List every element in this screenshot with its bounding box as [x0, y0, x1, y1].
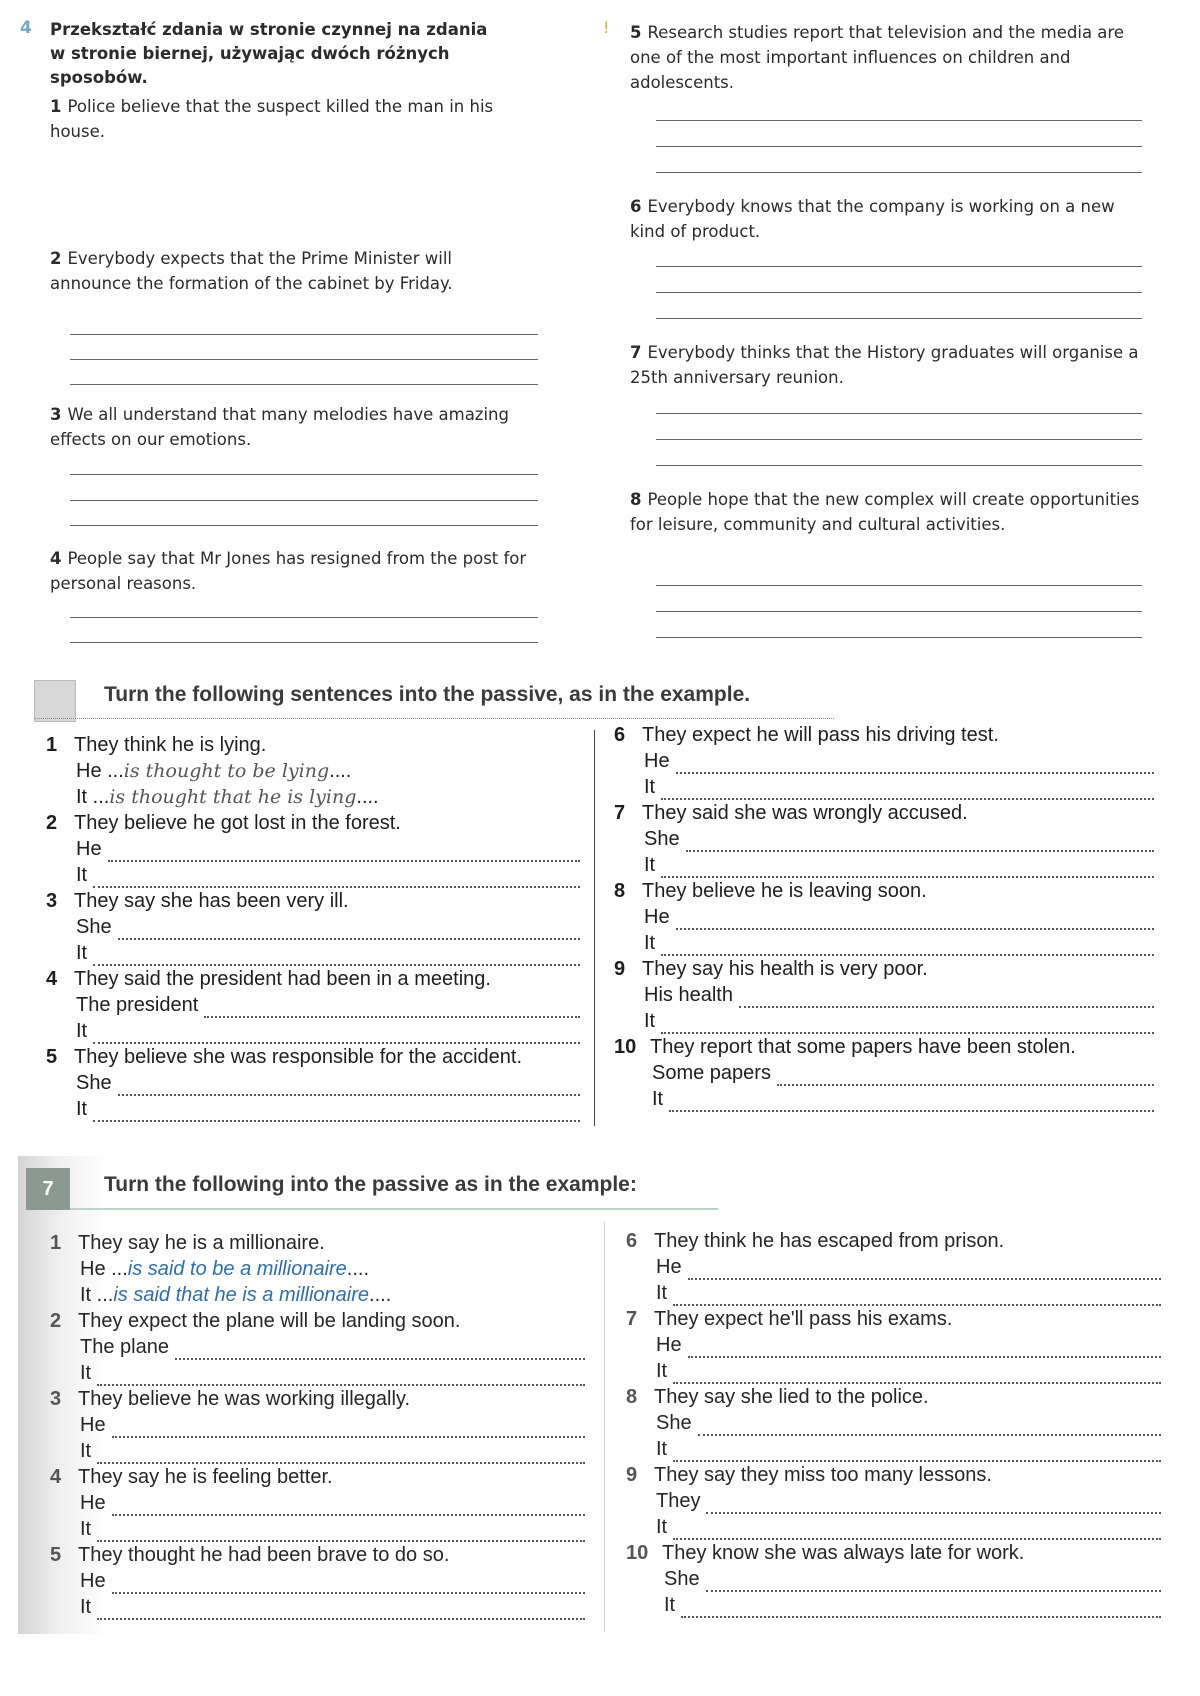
item-b7: 7 They said she was wrongly accused. She It — [614, 800, 1154, 878]
title-rule — [34, 718, 834, 719]
answer-line[interactable] — [118, 922, 580, 940]
item-c1: 1 They say he is a millionaire. He ... is said to be a millionaire .... It ... is said that he is a millionaire .... — [50, 1232, 392, 1306]
answer-line[interactable] — [686, 834, 1154, 852]
item-b5: 5 They believe she was responsible for the accident. She It — [46, 1044, 580, 1122]
answer-line[interactable] — [112, 1576, 585, 1594]
answer-line[interactable] — [673, 1366, 1161, 1384]
answer-line[interactable] — [118, 1078, 580, 1096]
answer-line[interactable] — [70, 334, 538, 335]
answer-line[interactable] — [70, 617, 538, 618]
answer-line[interactable] — [97, 1602, 585, 1620]
answer-line[interactable] — [656, 318, 1142, 319]
exercise-title: Turn the following sentences into the passive, as in the example. — [104, 683, 751, 706]
item-a5: 5 Research studies report that television and the media are one of the most important influences on children and adolescents. — [630, 23, 1124, 92]
item-c5: 5 They thought he had been brave to do so. He It — [50, 1542, 585, 1620]
answer-line[interactable] — [676, 756, 1154, 774]
right-column — [614, 722, 1154, 1112]
item-c9: 9 They say they miss too many lessons. They It — [626, 1462, 1161, 1540]
answer-line[interactable] — [688, 1340, 1161, 1358]
answer-line[interactable] — [656, 465, 1142, 466]
answer-line[interactable] — [688, 1262, 1161, 1280]
exercise-badge — [34, 680, 76, 722]
answer-line[interactable] — [656, 120, 1142, 121]
answer-line[interactable] — [70, 384, 538, 385]
item-b2: 2 They believe he got lost in the forest. He It — [46, 810, 580, 888]
answer-line[interactable] — [70, 642, 538, 643]
answer-line[interactable] — [656, 611, 1142, 612]
item-a8: 8 People hope that the new complex will create opportunities for leisure, community and cultural activities. — [630, 490, 1140, 534]
answer-line[interactable] — [97, 1446, 585, 1464]
item-c8: 8 They say she lied to the police. She It — [626, 1384, 1161, 1462]
answer-line[interactable] — [656, 637, 1142, 638]
exercise-instruction: Przekształć zdania w stronie czynnej na zdania w stronie biernej, używając dwóch różnych sposobów. — [50, 20, 488, 87]
answer-line[interactable] — [93, 870, 580, 888]
answer-line[interactable] — [93, 1026, 580, 1044]
left-column — [46, 732, 580, 1122]
answer-line[interactable] — [669, 1094, 1154, 1112]
answer-line[interactable] — [661, 782, 1154, 800]
answer-line[interactable] — [112, 1420, 585, 1438]
answer-line[interactable] — [656, 292, 1142, 293]
answer-line[interactable] — [673, 1522, 1161, 1540]
answer-line[interactable] — [656, 439, 1142, 440]
title-underline — [70, 1208, 718, 1210]
column-divider — [604, 1222, 605, 1632]
answer-line[interactable] — [673, 1288, 1161, 1306]
answer-line[interactable] — [112, 1498, 585, 1516]
margin-mark: ! — [603, 18, 610, 37]
item-b6: 6 They expect he will pass his driving test. He It — [614, 722, 1154, 800]
item-c4: 4 They say he is feeling better. He It — [50, 1464, 585, 1542]
answer-line[interactable] — [656, 146, 1142, 147]
item-b3: 3 They say she has been very ill. She It — [46, 888, 580, 966]
answer-line[interactable] — [661, 1016, 1154, 1034]
item-c3: 3 They believe he was working illegally. He It — [50, 1386, 585, 1464]
item-b4: 4 They said the president had been in a meeting. The president It — [46, 966, 580, 1044]
answer-line[interactable] — [70, 525, 538, 526]
answer-line[interactable] — [739, 990, 1154, 1008]
left-column — [50, 1230, 585, 1620]
right-column — [626, 1228, 1161, 1618]
answer-line[interactable] — [93, 948, 580, 966]
answer-line[interactable] — [673, 1444, 1161, 1462]
answer-line[interactable] — [706, 1574, 1161, 1592]
answer-line[interactable] — [70, 359, 538, 360]
answer-line[interactable] — [777, 1068, 1154, 1086]
item-a1: 1 Police believe that the suspect killed the man in his house. — [50, 97, 494, 141]
answer-line[interactable] — [70, 500, 538, 501]
answer-line[interactable] — [70, 474, 538, 475]
item-a6: 6 Everybody knows that the company is working on a new kind of product. — [630, 197, 1115, 241]
answer-line[interactable] — [656, 585, 1142, 586]
item-a4: 4 People say that Mr Jones has resigned from the post for personal reasons. — [50, 549, 527, 593]
item-c10: 10 They know she was always late for work. She It — [626, 1540, 1161, 1618]
answer-line[interactable] — [698, 1418, 1161, 1436]
exercise-7-badge: 7 — [26, 1168, 70, 1210]
answer-line[interactable] — [681, 1600, 1161, 1618]
exercise-number: 4 — [20, 18, 32, 38]
answer-line[interactable] — [93, 1104, 580, 1122]
answer-line[interactable] — [661, 938, 1154, 956]
item-c6: 6 They think he has escaped from prison. He It — [626, 1228, 1161, 1306]
answer-line[interactable] — [108, 844, 580, 862]
exercise-4-header — [20, 18, 490, 90]
answer-line[interactable] — [656, 413, 1142, 414]
column-divider — [594, 730, 595, 1126]
item-a7: 7 Everybody thinks that the History graduates will organise a 25th anniversary reunion. — [630, 343, 1139, 387]
answer-line[interactable] — [175, 1342, 585, 1360]
item-c2: 2 They expect the plane will be landing soon. The plane It — [50, 1308, 585, 1386]
item-a2: 2 Everybody expects that the Prime Minister will announce the formation of the cabinet by Friday. — [50, 249, 453, 293]
answer-line[interactable] — [656, 172, 1142, 173]
answer-line[interactable] — [676, 912, 1154, 930]
answer-line[interactable] — [97, 1368, 585, 1386]
answer-line[interactable] — [656, 266, 1142, 267]
exercise-7-title: Turn the following into the passive as in the example: — [104, 1173, 637, 1196]
answer-line[interactable] — [706, 1496, 1161, 1514]
item-b10: 10 They report that some papers have been stolen. Some papers It — [614, 1034, 1154, 1112]
answer-line[interactable] — [97, 1524, 585, 1542]
answer-line[interactable] — [204, 1000, 580, 1018]
item-c7: 7 They expect he'll pass his exams. He It — [626, 1306, 1161, 1384]
answer-line[interactable] — [661, 860, 1154, 878]
item-b1: 1 They think he is lying. He ... is thought to be lying .... It ... is thought that he is lying .... — [46, 734, 379, 808]
item-b9: 9 They say his health is very poor. His health It — [614, 956, 1154, 1034]
item-b8: 8 They believe he is leaving soon. He It — [614, 878, 1154, 956]
item-a3: 3 We all understand that many melodies have amazing effects on our emotions. — [50, 405, 509, 449]
